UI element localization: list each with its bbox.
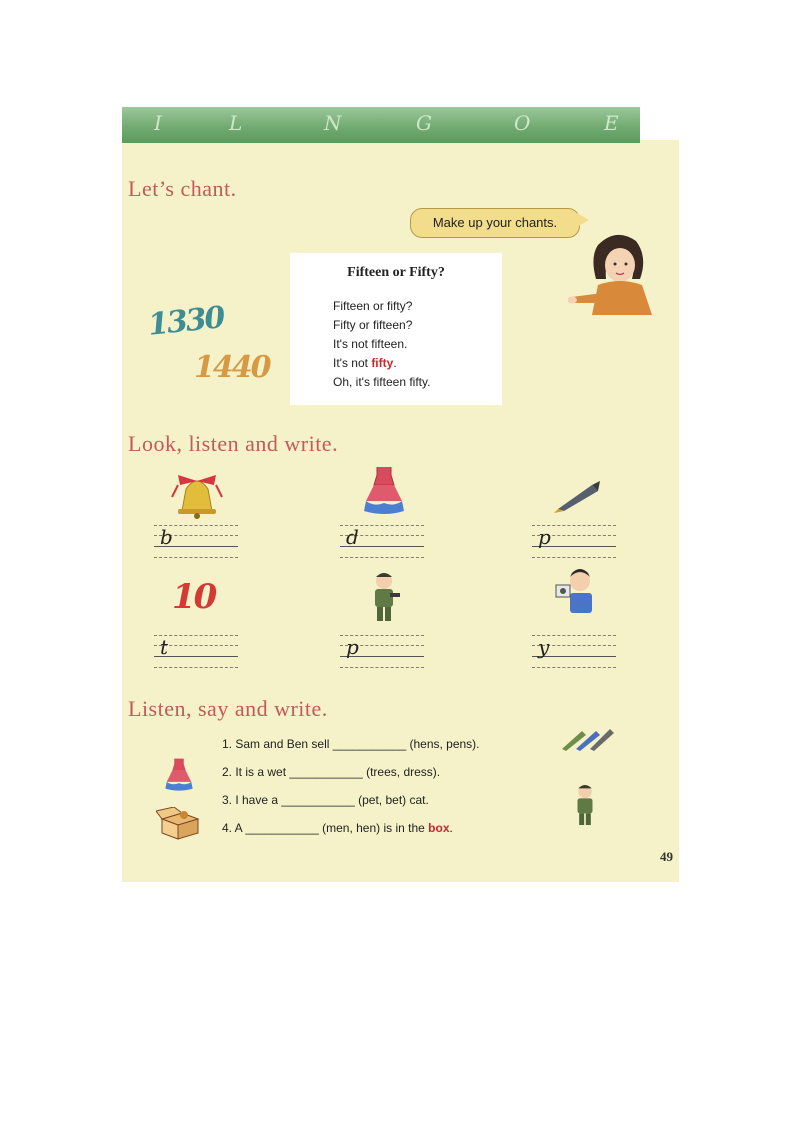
girl-pointing-illustration: [568, 227, 664, 317]
number-art-1330: 1330: [146, 300, 226, 343]
box-icon: [156, 807, 202, 841]
writing-line: [340, 633, 424, 669]
banner-letter: O: [514, 111, 535, 135]
speech-bubble-tail: [577, 213, 589, 227]
exercise-item: 1. Sam and Ben sell ___________ (hens, pens).: [222, 737, 480, 751]
write-letter: p: [346, 635, 359, 659]
banner-letter: E: [604, 111, 623, 135]
chant-heading: Let’s chant.: [128, 176, 237, 201]
chant-box: [290, 253, 502, 405]
writing-line: [154, 633, 238, 669]
dress-icon: [362, 465, 406, 517]
banner-letter: L: [229, 111, 247, 135]
small-dress-icon: [164, 755, 194, 795]
pen-icon: [554, 479, 602, 513]
banner-letter: G: [416, 111, 436, 135]
number-art-1440: 1440: [194, 350, 270, 385]
soldier-boy-icon: [366, 571, 402, 623]
writing-line: [154, 523, 238, 559]
write-letter: t: [160, 635, 169, 659]
photographer-boy-icon: [554, 567, 598, 619]
textbook-page: [122, 107, 679, 882]
highlight-word: box: [428, 821, 450, 835]
writing-line: [340, 523, 424, 559]
chant-title: Fifteen or Fifty?: [347, 265, 445, 280]
writing-line: [532, 523, 616, 559]
chant-line-tail: .: [393, 356, 397, 370]
banner-corner: [640, 107, 679, 140]
highlight-word: fifty: [371, 356, 394, 370]
chant-line: Oh, it's fifteen fifty.: [333, 375, 431, 389]
speech-bubble: Make up your chants.: [410, 208, 580, 238]
pens-icon: [560, 725, 614, 751]
page-number: 49: [660, 849, 673, 864]
exercise-tail: .: [449, 821, 453, 835]
write-letter: p: [538, 525, 551, 549]
say-heading: Listen, say and write.: [128, 696, 328, 721]
write-letter: b: [160, 525, 173, 549]
bell-icon: [166, 471, 228, 519]
chant-line: Fifteen or fifty?: [333, 299, 413, 313]
exercise-item: 3. I have a ___________ (pet, bet) cat.: [222, 793, 429, 807]
write-letter: d: [346, 525, 359, 549]
banner-letters: [134, 111, 634, 139]
chant-line-prefix: It's not: [333, 356, 372, 370]
banner-letter: I: [154, 111, 166, 135]
number-ten-icon: 10: [172, 577, 216, 617]
chant-line: Fifty or fifteen?: [333, 318, 413, 332]
banner-letter: N: [324, 111, 346, 135]
small-soldier-boy-icon: [570, 781, 600, 829]
exercise-item: 2. It is a wet ___________ (trees, dress).: [222, 765, 441, 779]
writing-line: [532, 633, 616, 669]
write-letter: y: [538, 635, 550, 659]
top-banner: [122, 107, 640, 143]
chant-line-highlight: [333, 356, 397, 370]
chant-line: It's not fifteen.: [333, 337, 408, 351]
exercise-item: [222, 821, 453, 835]
exercise-text: 4. A ___________ (men, hen) is in the: [222, 821, 429, 835]
look-heading: Look, listen and write.: [128, 431, 339, 456]
